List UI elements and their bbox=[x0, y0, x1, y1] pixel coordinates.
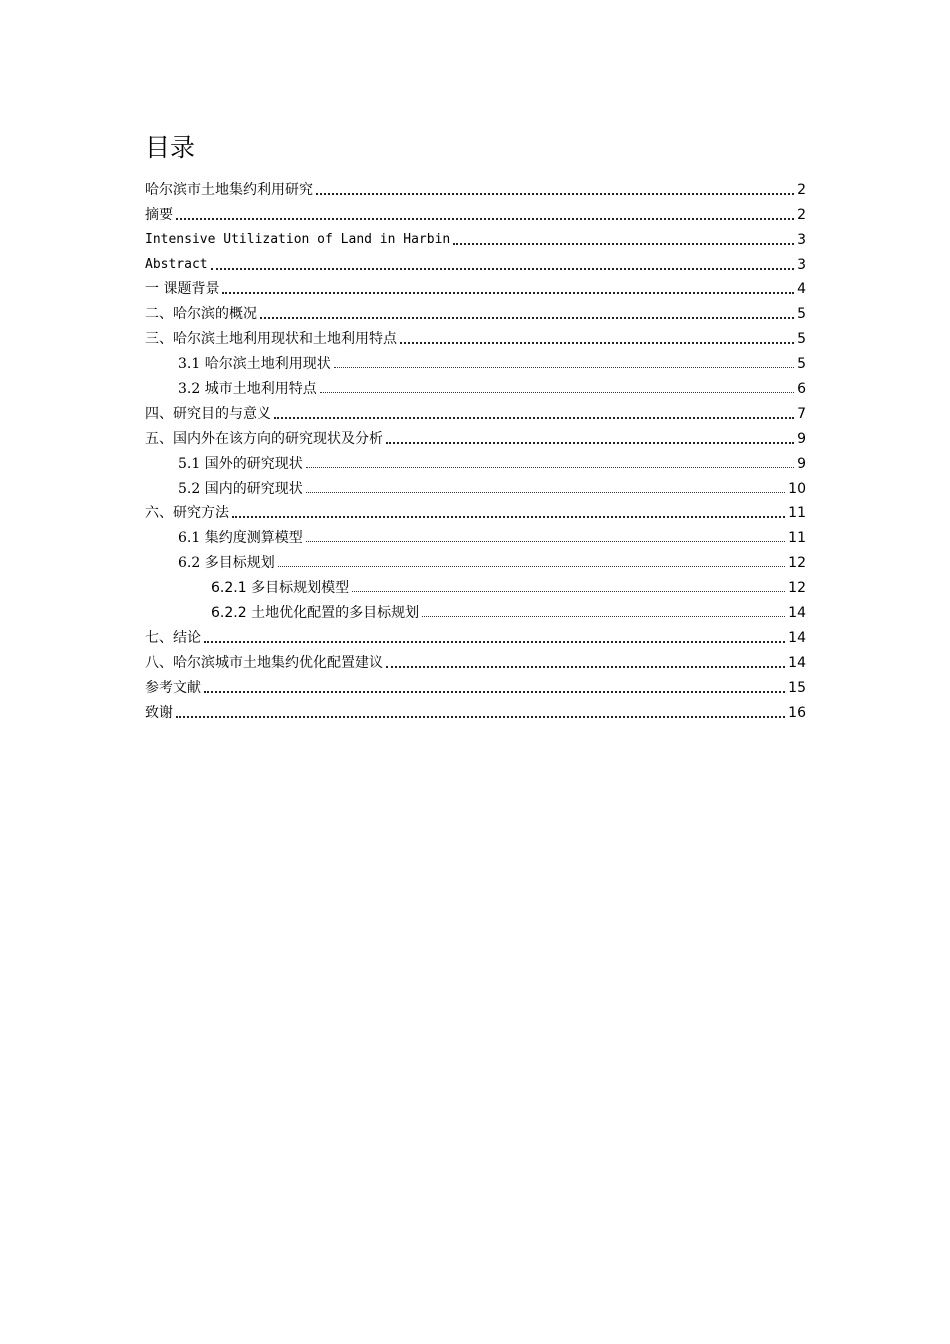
toc-entry-title[interactable]: 六、研究方法 bbox=[145, 505, 229, 522]
dot-leader bbox=[204, 681, 785, 693]
dot-leader bbox=[306, 457, 794, 468]
toc-entry-title[interactable]: 七、结论 bbox=[145, 629, 201, 646]
toc-entry[interactable] bbox=[145, 597, 806, 622]
toc-page-number[interactable]: 6 bbox=[797, 381, 806, 398]
toc-entry-title[interactable]: 五、国内外在该方向的研究现状及分析 bbox=[145, 430, 383, 447]
toc-page-number[interactable]: 4 bbox=[797, 281, 806, 298]
toc-entry[interactable] bbox=[145, 672, 806, 697]
toc-page-number[interactable]: 5 bbox=[797, 306, 806, 323]
toc-page-number[interactable]: 3 bbox=[797, 231, 806, 248]
toc-entry-title[interactable]: 参考文献 bbox=[145, 679, 201, 696]
toc-entry[interactable] bbox=[145, 547, 806, 572]
toc-title: 目录 bbox=[145, 133, 196, 162]
toc-entry-title[interactable]: 6.2 多目标规划 bbox=[178, 555, 275, 572]
dot-leader bbox=[334, 357, 794, 368]
toc-entry-title[interactable]: 3.1 哈尔滨土地利用现状 bbox=[178, 356, 331, 373]
toc-page-number[interactable]: 14 bbox=[788, 629, 806, 646]
toc-entry[interactable] bbox=[145, 348, 806, 373]
toc-page-number[interactable]: 2 bbox=[797, 206, 806, 223]
toc-entry[interactable] bbox=[145, 622, 806, 647]
toc-page-number[interactable]: 15 bbox=[788, 679, 806, 696]
toc-entry-title[interactable]: 6.2.1 多目标规划模型 bbox=[211, 580, 350, 597]
dot-leader bbox=[352, 581, 785, 592]
toc-entry[interactable] bbox=[145, 423, 806, 448]
dot-leader bbox=[211, 258, 794, 270]
toc-entry-title[interactable]: 摘要 bbox=[145, 206, 173, 223]
toc-page-number[interactable]: 2 bbox=[797, 181, 806, 198]
toc-entry-title[interactable]: 哈尔滨市土地集约利用研究 bbox=[145, 181, 313, 198]
toc-entry[interactable] bbox=[145, 398, 806, 423]
toc-entry[interactable] bbox=[145, 522, 806, 547]
dot-leader bbox=[320, 382, 794, 393]
toc-list bbox=[145, 174, 806, 722]
toc-entry[interactable] bbox=[145, 274, 806, 299]
dot-leader bbox=[306, 531, 785, 542]
dot-leader bbox=[306, 482, 785, 493]
dot-leader bbox=[274, 407, 794, 419]
dot-leader bbox=[400, 332, 794, 344]
toc-entry[interactable] bbox=[145, 224, 806, 249]
toc-entry[interactable] bbox=[145, 323, 806, 348]
toc-entry[interactable] bbox=[145, 572, 806, 597]
toc-page-number[interactable]: 16 bbox=[788, 704, 806, 721]
toc-entry-title[interactable]: 三、哈尔滨土地利用现状和土地利用特点 bbox=[145, 331, 397, 348]
toc-entry-title[interactable]: 6.2.2 土地优化配置的多目标规划 bbox=[211, 605, 420, 622]
dot-leader bbox=[260, 307, 794, 319]
toc-page-number[interactable]: 14 bbox=[788, 654, 806, 671]
toc-entry-title[interactable]: 5.2 国内的研究现状 bbox=[178, 480, 303, 497]
toc-page-number[interactable]: 12 bbox=[788, 580, 806, 597]
dot-leader bbox=[176, 706, 785, 718]
toc-page-number[interactable]: 5 bbox=[797, 356, 806, 373]
dot-leader bbox=[453, 233, 794, 245]
toc-entry[interactable] bbox=[145, 498, 806, 523]
toc-page-number[interactable]: 3 bbox=[797, 256, 806, 273]
dot-leader bbox=[278, 556, 785, 567]
dot-leader bbox=[386, 656, 785, 668]
toc-page-number[interactable]: 14 bbox=[788, 605, 806, 622]
toc-entry-title[interactable]: 二、哈尔滨的概况 bbox=[145, 306, 257, 323]
toc-entry-title[interactable]: 八、哈尔滨城市土地集约优化配置建议 bbox=[145, 654, 383, 671]
dot-leader bbox=[222, 282, 794, 294]
toc-entry[interactable] bbox=[145, 199, 806, 224]
toc-page-number[interactable]: 7 bbox=[797, 405, 806, 422]
toc-entry[interactable] bbox=[145, 373, 806, 398]
toc-page-number[interactable]: 10 bbox=[788, 480, 806, 497]
dot-leader bbox=[232, 506, 785, 518]
toc-page-number[interactable]: 11 bbox=[788, 530, 806, 547]
dot-leader bbox=[386, 432, 794, 444]
toc-page-number[interactable]: 11 bbox=[788, 505, 806, 522]
toc-entry-title[interactable]: 致谢 bbox=[145, 704, 173, 721]
toc-entry-title[interactable]: 5.1 国外的研究现状 bbox=[178, 455, 303, 472]
toc-entry-title[interactable]: 6.1 集约度测算模型 bbox=[178, 530, 303, 547]
dot-leader bbox=[176, 208, 794, 220]
toc-entry-title[interactable]: Intensive Utilization of Land in Harbin bbox=[145, 231, 451, 247]
toc-entry[interactable] bbox=[145, 249, 806, 274]
toc-page-number[interactable]: 12 bbox=[788, 555, 806, 572]
toc-entry[interactable] bbox=[145, 473, 806, 498]
toc-page-number[interactable]: 9 bbox=[797, 455, 806, 472]
dot-leader bbox=[422, 606, 785, 617]
toc-entry[interactable] bbox=[145, 697, 806, 722]
toc-entry[interactable] bbox=[145, 174, 806, 199]
toc-entry-title[interactable]: 四、研究目的与意义 bbox=[145, 405, 271, 422]
toc-page-number[interactable]: 9 bbox=[797, 430, 806, 447]
toc-entry-title[interactable]: Abstract bbox=[145, 256, 208, 272]
toc-entry-title[interactable]: 一 课题背景 bbox=[145, 281, 220, 298]
dot-leader bbox=[316, 183, 794, 195]
toc-entry[interactable] bbox=[145, 448, 806, 473]
toc-entry-title[interactable]: 3.2 城市土地利用特点 bbox=[178, 381, 317, 398]
dot-leader bbox=[204, 631, 785, 643]
toc-entry[interactable] bbox=[145, 647, 806, 672]
toc-entry[interactable] bbox=[145, 298, 806, 323]
toc-page-number[interactable]: 5 bbox=[797, 331, 806, 348]
